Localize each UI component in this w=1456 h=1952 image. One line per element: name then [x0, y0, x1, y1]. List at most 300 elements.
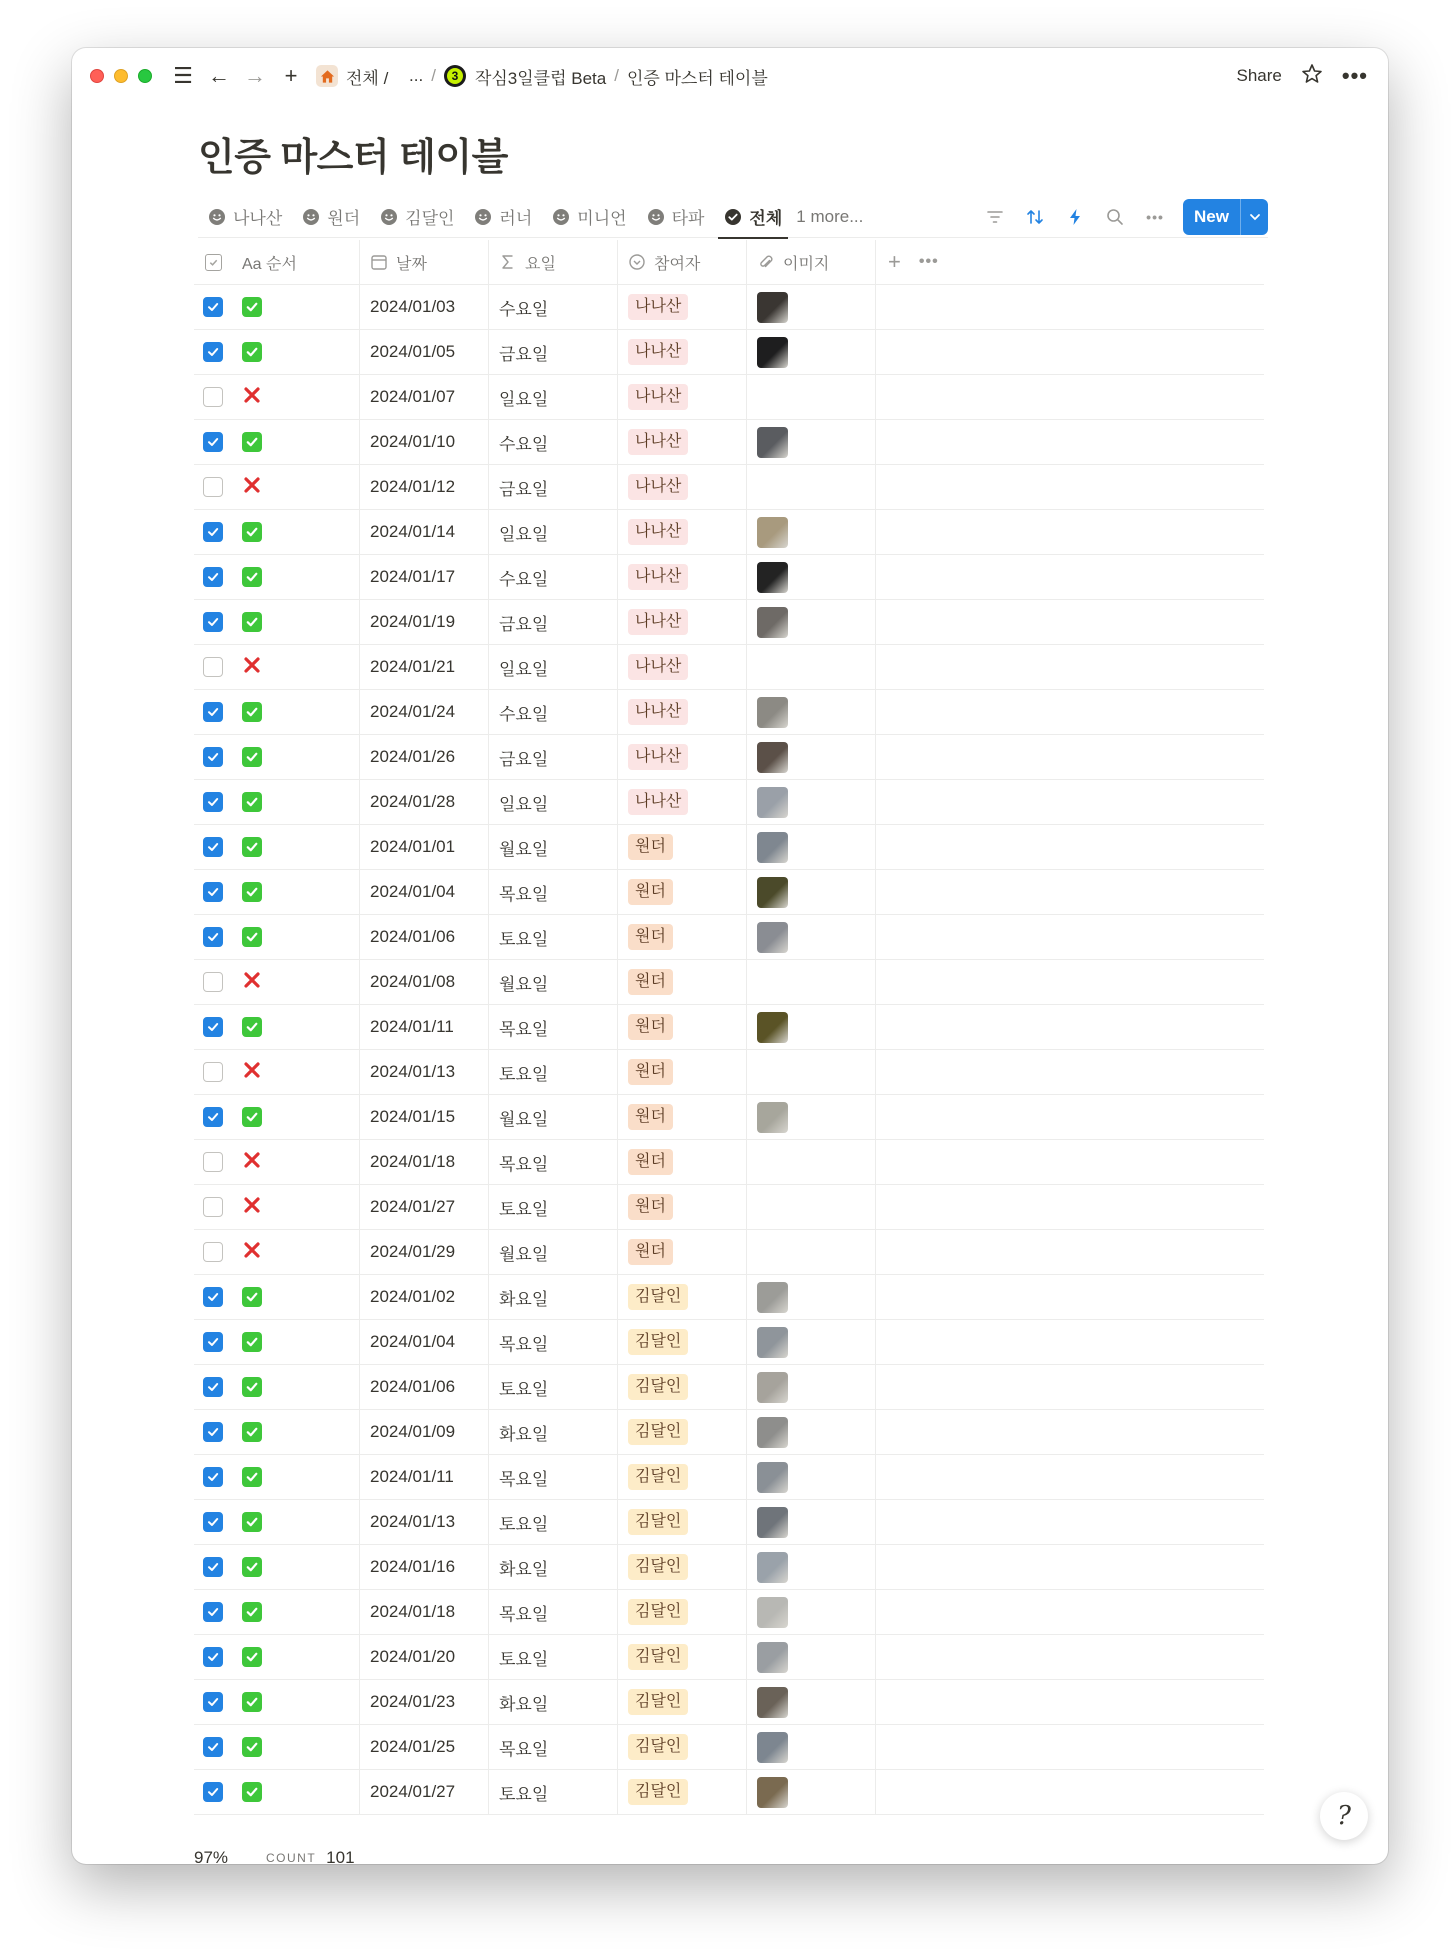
row-select-cell[interactable] — [194, 870, 232, 914]
view-tab[interactable] — [542, 196, 636, 238]
image-cell[interactable] — [747, 555, 876, 599]
row-checkbox[interactable] — [203, 1647, 223, 1667]
participant-cell[interactable] — [618, 1590, 747, 1634]
table-row[interactable] — [194, 645, 1264, 690]
row-checkbox[interactable] — [203, 702, 223, 722]
breadcrumb-ellipsis[interactable] — [409, 66, 423, 86]
row-checkbox[interactable] — [203, 1062, 223, 1082]
date-cell[interactable] — [360, 1365, 489, 1409]
weekday-cell[interactable] — [489, 1500, 618, 1544]
photo-thumbnail[interactable] — [757, 1012, 788, 1043]
order-cell[interactable] — [232, 645, 360, 689]
table-row[interactable] — [194, 1635, 1264, 1680]
participant-cell[interactable] — [618, 1050, 747, 1094]
weekday-cell[interactable] — [489, 1545, 618, 1589]
order-cell[interactable] — [232, 1230, 360, 1274]
date-cell[interactable] — [360, 1230, 489, 1274]
table-row[interactable] — [194, 1725, 1264, 1770]
image-cell[interactable] — [747, 1410, 876, 1454]
table-row[interactable] — [194, 1185, 1264, 1230]
weekday-cell[interactable] — [489, 645, 618, 689]
row-select-cell[interactable] — [194, 1635, 232, 1679]
table-row[interactable] — [194, 780, 1264, 825]
row-checkbox[interactable] — [203, 882, 223, 902]
photo-thumbnail[interactable] — [757, 1552, 788, 1583]
date-cell[interactable] — [360, 1725, 489, 1769]
row-checkbox[interactable] — [203, 1557, 223, 1577]
photo-thumbnail[interactable] — [757, 1687, 788, 1718]
row-select-cell[interactable] — [194, 1770, 232, 1814]
date-cell[interactable] — [360, 1545, 489, 1589]
view-settings-icon[interactable]: ••• — [1146, 208, 1164, 225]
participant-cell[interactable] — [618, 690, 747, 734]
participant-cell[interactable] — [618, 1680, 747, 1724]
participant-cell[interactable] — [618, 555, 747, 599]
weekday-cell[interactable] — [489, 1365, 618, 1409]
date-cell[interactable] — [360, 1455, 489, 1499]
row-select-cell[interactable] — [194, 1455, 232, 1499]
photo-thumbnail[interactable] — [757, 832, 788, 863]
image-cell[interactable] — [747, 330, 876, 374]
column-header-date[interactable] — [360, 240, 489, 284]
row-select-cell[interactable] — [194, 1410, 232, 1454]
photo-thumbnail[interactable] — [757, 1417, 788, 1448]
image-cell[interactable] — [747, 1095, 876, 1139]
table-row[interactable] — [194, 600, 1264, 645]
date-cell[interactable] — [360, 1050, 489, 1094]
weekday-cell[interactable] — [489, 1410, 618, 1454]
breadcrumb-club[interactable] — [444, 64, 606, 89]
date-cell[interactable] — [360, 600, 489, 644]
image-cell[interactable] — [747, 1185, 876, 1229]
more-options-icon[interactable]: ••• — [1341, 63, 1368, 88]
image-cell[interactable] — [747, 1140, 876, 1184]
order-cell[interactable] — [232, 1635, 360, 1679]
row-select-cell[interactable] — [194, 1230, 232, 1274]
row-checkbox[interactable] — [203, 1332, 223, 1352]
order-cell[interactable] — [232, 465, 360, 509]
row-checkbox[interactable] — [203, 477, 223, 497]
more-views-button[interactable]: 1 more... — [796, 206, 864, 226]
row-select-cell[interactable] — [194, 960, 232, 1004]
row-select-cell[interactable] — [194, 1725, 232, 1769]
order-cell[interactable] — [232, 870, 360, 914]
date-cell[interactable] — [360, 1770, 489, 1814]
row-checkbox[interactable] — [203, 927, 223, 947]
table-row[interactable] — [194, 1500, 1264, 1545]
table-row[interactable] — [194, 825, 1264, 870]
weekday-cell[interactable] — [489, 1050, 618, 1094]
image-cell[interactable] — [747, 1680, 876, 1724]
sort-icon[interactable] — [1023, 205, 1047, 229]
view-tab[interactable] — [370, 196, 464, 238]
image-cell[interactable] — [747, 1275, 876, 1319]
order-cell[interactable] — [232, 1725, 360, 1769]
weekday-cell[interactable] — [489, 915, 618, 959]
participant-cell[interactable] — [618, 510, 747, 554]
row-select-cell[interactable] — [194, 420, 232, 464]
row-checkbox[interactable] — [203, 297, 223, 317]
order-cell[interactable] — [232, 285, 360, 329]
participant-cell[interactable] — [618, 1455, 747, 1499]
column-header-participant[interactable] — [618, 240, 747, 284]
order-cell[interactable] — [232, 1005, 360, 1049]
row-checkbox[interactable] — [203, 522, 223, 542]
table-row[interactable] — [194, 1320, 1264, 1365]
photo-thumbnail[interactable] — [757, 1507, 788, 1538]
breadcrumb-home[interactable] — [316, 64, 388, 89]
forward-arrow-icon[interactable]: → — [244, 63, 266, 88]
participant-cell[interactable] — [618, 1140, 747, 1184]
image-cell[interactable] — [747, 1050, 876, 1094]
date-cell[interactable] — [360, 960, 489, 1004]
date-cell[interactable] — [360, 420, 489, 464]
table-row[interactable] — [194, 510, 1264, 555]
participant-cell[interactable] — [618, 1365, 747, 1409]
table-row[interactable] — [194, 555, 1264, 600]
date-cell[interactable] — [360, 1185, 489, 1229]
order-cell[interactable] — [232, 1365, 360, 1409]
order-cell[interactable] — [232, 600, 360, 644]
chevron-down-icon[interactable] — [1240, 199, 1268, 235]
date-cell[interactable] — [360, 465, 489, 509]
order-cell[interactable] — [232, 960, 360, 1004]
row-select-cell[interactable] — [194, 600, 232, 644]
add-property-icon[interactable]: + — [888, 249, 901, 274]
date-cell[interactable] — [360, 1590, 489, 1634]
participant-cell[interactable] — [618, 915, 747, 959]
participant-cell[interactable] — [618, 825, 747, 869]
participant-cell[interactable] — [618, 600, 747, 644]
row-checkbox[interactable] — [203, 1422, 223, 1442]
row-select-cell[interactable] — [194, 330, 232, 374]
row-checkbox[interactable] — [203, 837, 223, 857]
weekday-cell[interactable] — [489, 420, 618, 464]
row-checkbox[interactable] — [203, 612, 223, 632]
row-select-cell[interactable] — [194, 915, 232, 959]
back-arrow-icon[interactable]: ← — [208, 63, 230, 88]
row-checkbox[interactable] — [203, 792, 223, 812]
order-cell[interactable] — [232, 375, 360, 419]
order-cell[interactable] — [232, 1095, 360, 1139]
date-cell[interactable] — [360, 825, 489, 869]
date-cell[interactable] — [360, 1320, 489, 1364]
row-checkbox[interactable] — [203, 387, 223, 407]
row-select-cell[interactable] — [194, 735, 232, 779]
help-button[interactable]: ? — [1320, 1792, 1368, 1840]
table-row[interactable] — [194, 915, 1264, 960]
order-cell[interactable] — [232, 915, 360, 959]
automation-bolt-icon[interactable] — [1063, 205, 1087, 229]
image-cell[interactable] — [747, 870, 876, 914]
date-cell[interactable] — [360, 375, 489, 419]
image-cell[interactable] — [747, 1005, 876, 1049]
row-checkbox[interactable] — [203, 1737, 223, 1757]
participant-cell[interactable] — [618, 1185, 747, 1229]
row-checkbox[interactable] — [203, 1152, 223, 1172]
row-select-cell[interactable] — [194, 1365, 232, 1409]
row-select-cell[interactable] — [194, 1275, 232, 1319]
row-checkbox[interactable] — [203, 1017, 223, 1037]
table-row[interactable] — [194, 1455, 1264, 1500]
view-tab[interactable] — [714, 196, 792, 238]
weekday-cell[interactable] — [489, 960, 618, 1004]
more-properties-icon[interactable]: ••• — [918, 253, 939, 270]
image-cell[interactable] — [747, 1725, 876, 1769]
calculation-percent[interactable]: 97% — [194, 1848, 229, 1864]
photo-thumbnail[interactable] — [757, 337, 788, 368]
weekday-cell[interactable] — [489, 555, 618, 599]
photo-thumbnail[interactable] — [757, 1372, 788, 1403]
row-select-cell[interactable] — [194, 1500, 232, 1544]
image-cell[interactable] — [747, 1545, 876, 1589]
row-checkbox[interactable] — [203, 972, 223, 992]
order-cell[interactable] — [232, 1770, 360, 1814]
weekday-cell[interactable] — [489, 735, 618, 779]
share-button[interactable]: Share — [1236, 66, 1282, 85]
date-cell[interactable] — [360, 1005, 489, 1049]
photo-thumbnail[interactable] — [757, 292, 788, 323]
column-header-weekday[interactable] — [489, 240, 618, 284]
weekday-cell[interactable] — [489, 870, 618, 914]
image-cell[interactable] — [747, 420, 876, 464]
row-select-cell[interactable] — [194, 690, 232, 734]
table-row[interactable] — [194, 1410, 1264, 1455]
row-checkbox[interactable] — [203, 1107, 223, 1127]
row-select-cell[interactable] — [194, 1185, 232, 1229]
image-cell[interactable] — [747, 1635, 876, 1679]
weekday-cell[interactable] — [489, 1320, 618, 1364]
favorite-star-icon[interactable] — [1300, 62, 1324, 91]
search-icon[interactable] — [1103, 205, 1127, 229]
photo-thumbnail[interactable] — [757, 742, 788, 773]
order-cell[interactable] — [232, 780, 360, 824]
row-checkbox[interactable] — [203, 1287, 223, 1307]
participant-cell[interactable] — [618, 465, 747, 509]
filter-icon[interactable] — [983, 205, 1007, 229]
weekday-cell[interactable] — [489, 465, 618, 509]
date-cell[interactable] — [360, 285, 489, 329]
row-select-cell[interactable] — [194, 465, 232, 509]
table-row[interactable] — [194, 1545, 1264, 1590]
table-row[interactable] — [194, 1005, 1264, 1050]
photo-thumbnail[interactable] — [757, 1732, 788, 1763]
order-cell[interactable] — [232, 1500, 360, 1544]
participant-cell[interactable] — [618, 420, 747, 464]
date-cell[interactable] — [360, 1680, 489, 1724]
row-select-cell[interactable] — [194, 1005, 232, 1049]
image-cell[interactable] — [747, 1230, 876, 1274]
image-cell[interactable] — [747, 915, 876, 959]
photo-thumbnail[interactable] — [757, 1327, 788, 1358]
row-select-cell[interactable] — [194, 825, 232, 869]
row-select-cell[interactable] — [194, 510, 232, 554]
row-select-cell[interactable] — [194, 1320, 232, 1364]
participant-cell[interactable] — [618, 1275, 747, 1319]
image-cell[interactable] — [747, 375, 876, 419]
image-cell[interactable] — [747, 1455, 876, 1499]
order-cell[interactable] — [232, 1050, 360, 1094]
view-tab[interactable] — [637, 196, 715, 238]
order-cell[interactable] — [232, 1140, 360, 1184]
participant-cell[interactable] — [618, 960, 747, 1004]
minimize-window-button[interactable] — [114, 69, 128, 83]
participant-cell[interactable] — [618, 1230, 747, 1274]
row-select-cell[interactable] — [194, 1545, 232, 1589]
date-cell[interactable] — [360, 510, 489, 554]
image-cell[interactable] — [747, 1365, 876, 1409]
table-row[interactable] — [194, 1680, 1264, 1725]
column-header-image[interactable] — [747, 240, 876, 284]
order-cell[interactable] — [232, 690, 360, 734]
weekday-cell[interactable] — [489, 285, 618, 329]
row-checkbox[interactable] — [203, 342, 223, 362]
photo-thumbnail[interactable] — [757, 922, 788, 953]
weekday-cell[interactable] — [489, 1005, 618, 1049]
table-row[interactable] — [194, 1365, 1264, 1410]
participant-cell[interactable] — [618, 1320, 747, 1364]
image-cell[interactable] — [747, 1500, 876, 1544]
image-cell[interactable] — [747, 825, 876, 869]
photo-thumbnail[interactable] — [757, 1282, 788, 1313]
date-cell[interactable] — [360, 555, 489, 599]
row-select-cell[interactable] — [194, 1140, 232, 1184]
order-cell[interactable] — [232, 1185, 360, 1229]
table-row[interactable] — [194, 870, 1264, 915]
row-select-cell[interactable] — [194, 1590, 232, 1634]
image-cell[interactable] — [747, 960, 876, 1004]
table-row[interactable] — [194, 465, 1264, 510]
participant-cell[interactable] — [618, 780, 747, 824]
participant-cell[interactable] — [618, 1770, 747, 1814]
row-select-cell[interactable] — [194, 555, 232, 599]
row-checkbox[interactable] — [203, 1692, 223, 1712]
row-checkbox[interactable] — [203, 657, 223, 677]
table-row[interactable] — [194, 1230, 1264, 1275]
weekday-cell[interactable] — [489, 1770, 618, 1814]
weekday-cell[interactable] — [489, 1140, 618, 1184]
order-cell[interactable] — [232, 1680, 360, 1724]
participant-cell[interactable] — [618, 285, 747, 329]
participant-cell[interactable] — [618, 330, 747, 374]
date-cell[interactable] — [360, 780, 489, 824]
order-cell[interactable] — [232, 330, 360, 374]
image-cell[interactable] — [747, 780, 876, 824]
select-all-checkbox[interactable] — [194, 240, 232, 284]
weekday-cell[interactable] — [489, 780, 618, 824]
participant-cell[interactable] — [618, 645, 747, 689]
zoom-window-button[interactable] — [138, 69, 152, 83]
date-cell[interactable] — [360, 1410, 489, 1454]
row-checkbox[interactable] — [203, 747, 223, 767]
row-select-cell[interactable] — [194, 780, 232, 824]
participant-cell[interactable] — [618, 1095, 747, 1139]
participant-cell[interactable] — [618, 375, 747, 419]
image-cell[interactable] — [747, 285, 876, 329]
new-button-label[interactable]: New — [1194, 206, 1229, 226]
date-cell[interactable] — [360, 1635, 489, 1679]
photo-thumbnail[interactable] — [757, 697, 788, 728]
participant-cell[interactable] — [618, 1545, 747, 1589]
row-checkbox[interactable] — [203, 1197, 223, 1217]
image-cell[interactable] — [747, 645, 876, 689]
photo-thumbnail[interactable] — [757, 1102, 788, 1133]
order-cell[interactable] — [232, 1320, 360, 1364]
date-cell[interactable] — [360, 690, 489, 734]
view-tab[interactable] — [292, 196, 370, 238]
date-cell[interactable] — [360, 1095, 489, 1139]
row-checkbox[interactable] — [203, 1602, 223, 1622]
row-checkbox[interactable] — [203, 1782, 223, 1802]
photo-thumbnail[interactable] — [757, 787, 788, 818]
weekday-cell[interactable] — [489, 600, 618, 644]
photo-thumbnail[interactable] — [757, 517, 788, 548]
weekday-cell[interactable] — [489, 1680, 618, 1724]
row-checkbox[interactable] — [203, 1512, 223, 1532]
image-cell[interactable] — [747, 690, 876, 734]
row-select-cell[interactable] — [194, 1680, 232, 1724]
table-row[interactable] — [194, 1140, 1264, 1185]
photo-thumbnail[interactable] — [757, 607, 788, 638]
row-select-cell[interactable] — [194, 285, 232, 329]
order-cell[interactable] — [232, 1410, 360, 1454]
weekday-cell[interactable] — [489, 510, 618, 554]
table-row[interactable] — [194, 1590, 1264, 1635]
table-row[interactable] — [194, 735, 1264, 780]
photo-thumbnail[interactable] — [757, 877, 788, 908]
photo-thumbnail[interactable] — [757, 1462, 788, 1493]
table-row[interactable] — [194, 1275, 1264, 1320]
weekday-cell[interactable] — [489, 375, 618, 419]
view-tab[interactable] — [198, 196, 292, 238]
order-cell[interactable] — [232, 735, 360, 779]
table-row[interactable] — [194, 1770, 1264, 1815]
new-button[interactable] — [1183, 199, 1268, 235]
table-row[interactable] — [194, 1050, 1264, 1095]
order-cell[interactable] — [232, 825, 360, 869]
order-cell[interactable] — [232, 510, 360, 554]
table-row[interactable] — [194, 330, 1264, 375]
photo-thumbnail[interactable] — [757, 562, 788, 593]
image-cell[interactable] — [747, 1770, 876, 1814]
weekday-cell[interactable] — [489, 1185, 618, 1229]
date-cell[interactable] — [360, 1140, 489, 1184]
order-cell[interactable] — [232, 555, 360, 599]
table-row[interactable] — [194, 960, 1264, 1005]
weekday-cell[interactable] — [489, 825, 618, 869]
weekday-cell[interactable] — [489, 1230, 618, 1274]
weekday-cell[interactable] — [489, 1455, 618, 1499]
image-cell[interactable] — [747, 465, 876, 509]
image-cell[interactable] — [747, 1590, 876, 1634]
participant-cell[interactable] — [618, 1005, 747, 1049]
order-cell[interactable] — [232, 1455, 360, 1499]
row-checkbox[interactable] — [203, 1377, 223, 1397]
date-cell[interactable] — [360, 735, 489, 779]
date-cell[interactable] — [360, 1500, 489, 1544]
image-cell[interactable] — [747, 600, 876, 644]
photo-thumbnail[interactable] — [757, 1642, 788, 1673]
order-cell[interactable] — [232, 1545, 360, 1589]
row-select-cell[interactable] — [194, 1050, 232, 1094]
row-select-cell[interactable] — [194, 1095, 232, 1139]
weekday-cell[interactable] — [489, 1635, 618, 1679]
participant-cell[interactable] — [618, 735, 747, 779]
calculation-count-value[interactable]: 101 — [326, 1848, 355, 1864]
photo-thumbnail[interactable] — [757, 1597, 788, 1628]
plus-icon[interactable]: + — [284, 63, 298, 88]
image-cell[interactable] — [747, 1320, 876, 1364]
